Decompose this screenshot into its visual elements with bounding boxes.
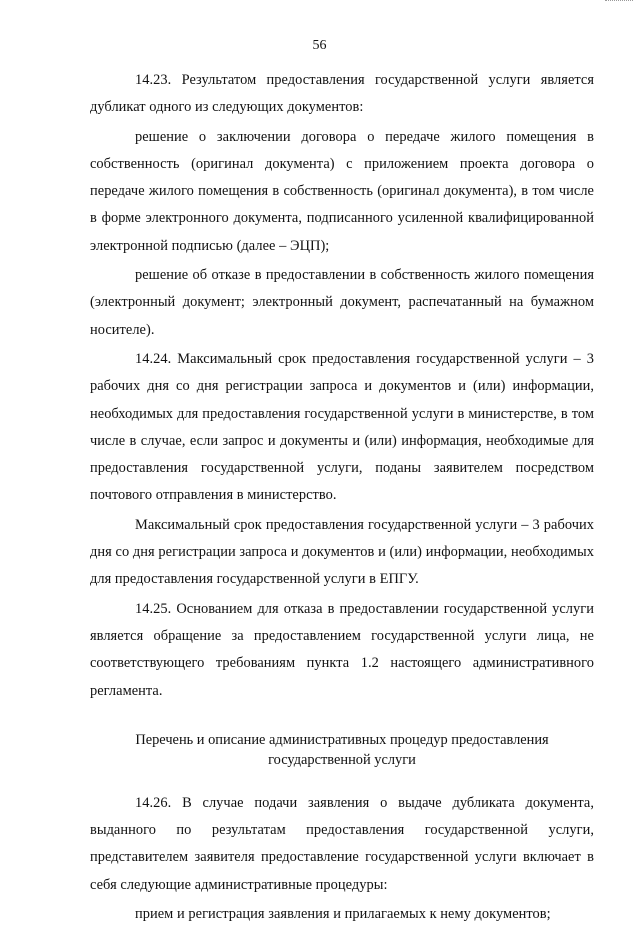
paragraph-14-26: 14.26. В случае подачи заявления о выдаче дубликата документа, выданного по результатам предоставления государственной услуги, представителем заявителя предоставление государственной услуги включает в себя следующие административные процедуры: [90, 794, 594, 893]
paragraph-procedure-reception: прием и регистрация заявления и прилагаемых к нему документов; [135, 906, 551, 923]
document-body [90, 67, 594, 928]
paragraph-14-24: 14.24. Максимальный срок предоставления государственной услуги – 3 рабочих дня со дня регистрации запроса и документов и (или) информации, необходимых для предоставления государственной услуги в министерстве, в том числе в случае, если запрос и документы и (или) информация, необходимые для предоставления государственной услуги, поданы заявителем посредством почтового отправления в министерство. [90, 350, 594, 504]
paragraph-14-23: 14.23. Результатом предоставления государственной услуги является дубликат одного из следующих документов: [90, 72, 594, 116]
paragraph-decision-refusal: решение об отказе в предоставлении в собственность жилого помещения (электронный документ; электронный документ, распечатанный на бумажном носителе). [90, 267, 594, 338]
section-heading-line-2: государственной услуги [268, 751, 416, 768]
section-heading [90, 730, 594, 770]
scan-edge-mark [605, 0, 633, 3]
section-heading-line-1: Перечень и описание административных процедур предоставления [135, 731, 549, 748]
page-number: 56 [312, 38, 327, 53]
paragraph-max-term-epgu: Максимальный срок предоставления государственной услуги – 3 рабочих дня со дня регистрации запроса и документов и (или) информации, необходимых для предоставления государственной услуги в ЕПГУ. [90, 516, 594, 588]
paragraph-decision-contract: решение о заключении договора о передаче жилого помещения в собственность (оригинал документа) с приложением проекта договора о передаче жилого помещения в собственность (оригинал документа), в том числе в форме электронного документа, подписанного усиленной квалифицированной электронной подписью (далее – ЭЦП); [90, 128, 594, 254]
paragraph-14-25: 14.25. Основанием для отказа в предоставлении государственной услуги является обращение за предоставлением государственной услуги лица, не соответствующего требованиям пункта 1.2 настоящего административного регламента. [90, 600, 594, 699]
